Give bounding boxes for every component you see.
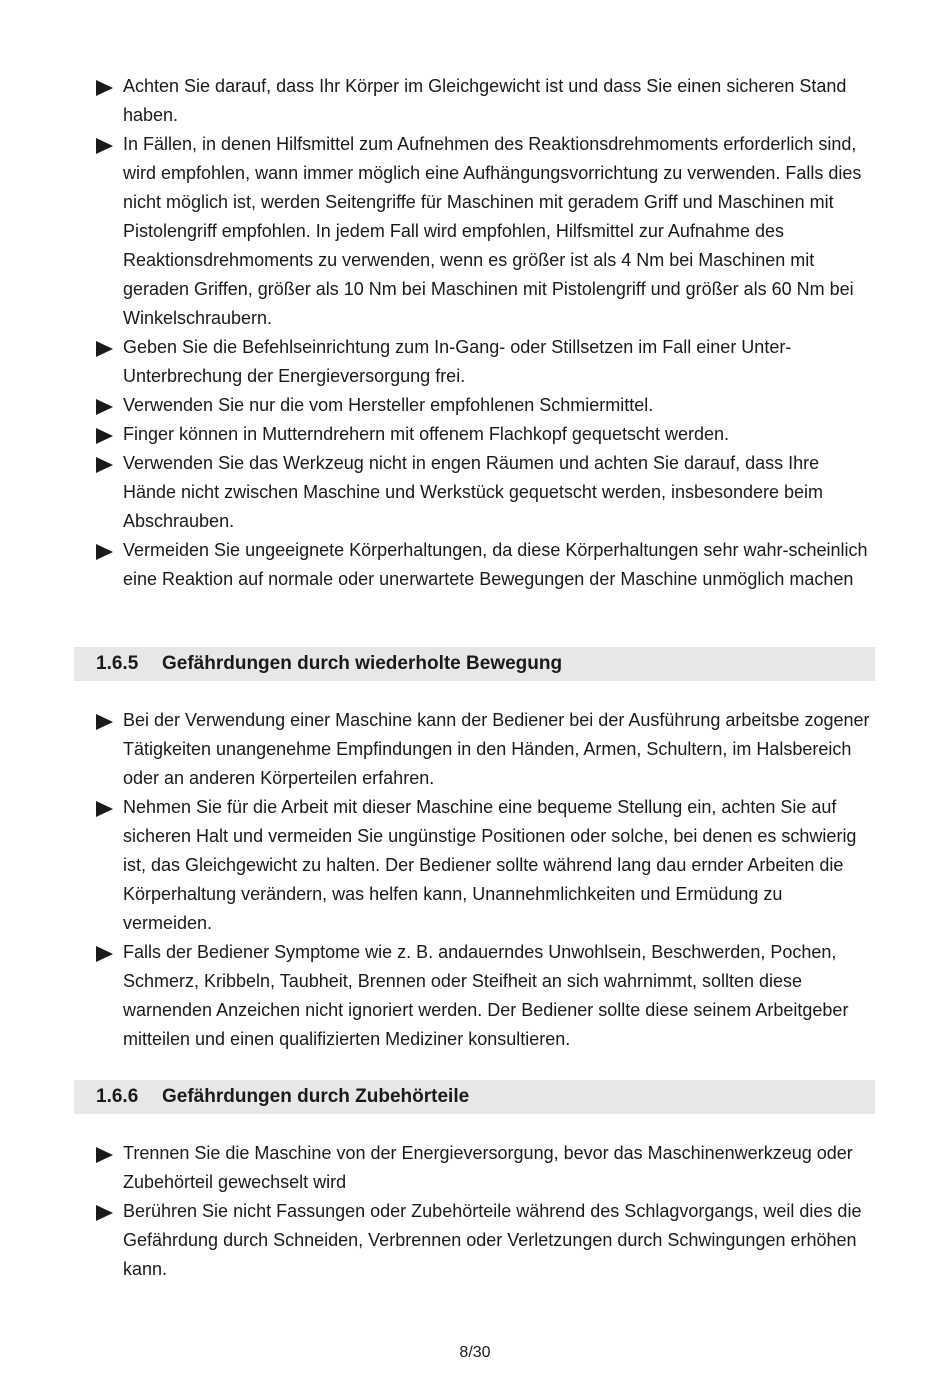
bullet-triangle-icon — [96, 399, 113, 415]
bullet-triangle-icon — [96, 1205, 113, 1221]
section-title: Gefährdungen durch Zubehörteile — [162, 1086, 470, 1107]
safety-list-3 — [96, 1139, 876, 1284]
bullet-triangle-icon — [96, 801, 113, 817]
safety-list-2 — [96, 706, 876, 1054]
bullet-triangle-icon — [96, 1147, 113, 1163]
bullet-triangle-icon — [96, 714, 113, 730]
bullet-triangle-icon — [96, 946, 113, 962]
list-item: Falls der Bediener Symptome wie z. B. andauerndes Unwohlsein, Beschwerden, Pochen, Schmerz, Kribbeln, Taubheit, Brennen oder Steifheit an sich wahrnimmt, sollten diese warnenden Anzeichen nicht ignoriert werden. Der Bediener sollte diese seinem Arbeitgeber mitteilen und einen qualifizierten Mediziner konsultieren. — [96, 938, 876, 1054]
list-item: Finger können in Mutterndrehern mit offenem Flachkopf gequetscht werden. — [96, 420, 876, 449]
bullet-triangle-icon — [96, 138, 113, 154]
list-item: Berühren Sie nicht Fassungen oder Zubehörteile während des Schlagvorgangs, weil dies die Gefährdung durch Schneiden, Verbrennen oder Verletzungen durch Schwingungen erhöhen kann. — [96, 1197, 876, 1284]
section-title: Gefährdungen durch wiederholte Bewegung — [162, 653, 563, 674]
bullet-triangle-icon — [96, 544, 113, 560]
list-item: Geben Sie die Befehlseinrichtung zum In-Gang- oder Stillsetzen im Fall einer Unter-Unterbrechung der Energieversorgung frei. — [96, 333, 876, 391]
list-item: Nehmen Sie für die Arbeit mit dieser Maschine eine bequeme Stellung ein, achten Sie auf sicheren Halt und vermeiden Sie ungünstige Positionen oder solche, bei denen es schwierig ist, das Gleichgewicht zu halten. Der Bediener sollte während lang dau ernder Arbeiten die Körperhaltung verändern, was helfen kann, Unannehmlichkeiten und Ermüdung zu vermeiden. — [96, 793, 876, 938]
list-item: Verwenden Sie das Werkzeug nicht in engen Räumen und achten Sie darauf, dass Ihre Hände nicht zwischen Maschine und Werkstück gequetscht werden, insbesondere beim Abschrauben. — [96, 449, 876, 536]
bullet-triangle-icon — [96, 80, 113, 96]
list-item: Vermeiden Sie ungeeignete Körperhaltungen, da diese Körperhaltungen sehr wahr-scheinlich eine Reaktion auf normale oder unerwartete Bewegungen der Maschine unmöglich machen — [96, 536, 876, 594]
list-item: Verwenden Sie nur die vom Hersteller empfohlenen Schmiermittel. — [96, 391, 876, 420]
bullet-triangle-icon — [96, 341, 113, 357]
section-heading-1-6-5 — [74, 647, 875, 681]
bullet-triangle-icon — [96, 428, 113, 444]
section-number: 1.6.5 — [96, 653, 139, 674]
list-item: In Fällen, in denen Hilfsmittel zum Aufnehmen des Reaktionsdrehmoments erforderlich sind, wird empfohlen, wann immer möglich eine Aufhängungsvorrichtung zu verwenden. Falls dies nicht möglich ist, werden Seitengriffe für Maschinen mit geradem Griff und Maschinen mit Pistolengriff empfohlen. In jedem Fall wird empfohlen, Hilfsmittel zur Aufnahme des Reaktionsdrehmoments zu verwenden, wenn es größer ist als 4 Nm bei Maschinen mit geraden Griffen, größer als 10 Nm bei Maschinen mit Pistolengriff und größer als 60 Nm bei Winkelschraubern. — [96, 130, 876, 333]
section-heading-1-6-6 — [74, 1080, 875, 1114]
safety-list-1 — [96, 72, 876, 594]
list-item: Bei der Verwendung einer Maschine kann der Bediener bei der Ausführung arbeitsbe zogener Tätigkeiten unangenehme Empfindungen in den Händen, Armen, Schultern, im Halsbereich oder an anderen Körperteilen erfahren. — [96, 706, 876, 793]
list-item: Achten Sie darauf, dass Ihr Körper im Gleichgewicht ist und dass Sie einen sicheren Stand haben. — [96, 72, 876, 130]
bullet-triangle-icon — [96, 457, 113, 473]
list-item: Trennen Sie die Maschine von der Energieversorgung, bevor das Maschinenwerkzeug oder Zubehörteil gewechselt wird — [96, 1139, 876, 1197]
section-number: 1.6.6 — [96, 1086, 139, 1107]
page-number: 8/30 — [459, 1344, 491, 1361]
